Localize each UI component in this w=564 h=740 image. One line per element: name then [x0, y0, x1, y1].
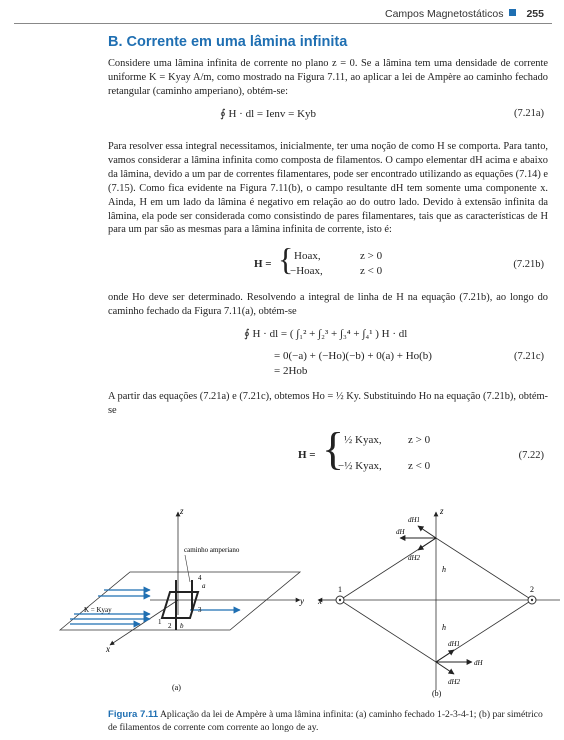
equation-7-22-lhs: H = — [298, 449, 316, 461]
label-b: b — [180, 622, 184, 630]
label-h-bottom: h — [442, 623, 446, 632]
label-dH1-top: dH1 — [408, 516, 421, 524]
field-vectors-bottom — [436, 650, 472, 674]
label-x-a: x — [106, 644, 110, 654]
label-h-top: h — [442, 565, 446, 574]
equation-7-21b-cond2: z < 0 — [360, 265, 383, 277]
equation-7-22-cond1: z > 0 — [408, 434, 431, 446]
brace-icon: { — [322, 423, 345, 474]
caption-text: Aplicação da lei de Ampère à uma lâmina infinita: (a) caminho fechado 1-2-3-4-1; (b) par simétrico de filamentos de corrente com corrente ao longo de ay. — [108, 709, 543, 733]
label-caminho-amperiano: caminho amperiano — [184, 546, 240, 554]
equation-ho: Ho = ½ Ky — [312, 391, 359, 402]
equation-number-7-21b: (7.21b) — [513, 259, 544, 270]
section-title: B. Corrente em uma lâmina infinita — [108, 34, 348, 50]
equation-7-21c-line1: ∮ H · dl = ( ∫₁² + ∫₂³ + ∫₃⁴ + ∫₄¹ ) H · dl — [244, 328, 408, 340]
label-a: a — [202, 582, 206, 590]
equation-7-21a: ∮ H · dl = Ienv = Kyb — [220, 108, 317, 120]
figure-caption — [108, 709, 554, 734]
label-y-a: y — [300, 596, 304, 606]
label-3-a: 3 — [198, 606, 202, 614]
paragraph-4b: . Substituindo Ho na equação (7.21b), obtém-se — [108, 391, 548, 416]
equation-number-7-21c: (7.21c) — [513, 351, 544, 362]
header-square-icon — [509, 9, 516, 16]
label-z-a: z — [180, 506, 184, 516]
label-dH2-top: dH2 — [408, 554, 421, 562]
equation-7-21b-lhs: H = — [254, 258, 272, 270]
caption-label: Figura 7.11 — [108, 709, 159, 720]
label-4-a: 4 — [198, 574, 202, 582]
figure-7-11 — [0, 500, 564, 700]
label-1-a: 1 — [158, 618, 162, 626]
equation-7-21c-line3: = 2Hob — [274, 365, 308, 377]
equation-7-22-row1: ½ Kyax, — [344, 434, 382, 446]
label-x-b: x — [318, 596, 322, 606]
running-header — [385, 8, 544, 20]
label-1-b: 1 — [338, 585, 342, 594]
label-K: K = Kyay — [84, 606, 112, 614]
figure-a — [60, 506, 304, 692]
label-2-b: 2 — [530, 585, 534, 594]
equation-7-21b-row2: −Hoax, — [290, 265, 323, 277]
label-dH1-bottom: dH1 — [448, 640, 461, 648]
panel-b-label: (b) — [432, 689, 442, 698]
panel-a-label: (a) — [172, 683, 181, 692]
paragraph-4a: A partir das equações (7.21a) e (7.21c), obtemos — [108, 391, 310, 402]
paragraph-3: onde Ho deve ser determinado. Resolvendo a integral de linha de H na equação (7.21b), ao longo do caminho fechado da Figura 7.11(a), obtém-se — [108, 292, 548, 317]
page-number: 255 — [526, 8, 544, 20]
equation-number-7-22: (7.22) — [518, 450, 544, 461]
header-rule — [14, 23, 552, 24]
equation-7-22-row2: −½ Kyax, — [338, 460, 382, 472]
label-dH-bottom: dH — [474, 659, 483, 667]
equation-7-21c-line2: = 0(−a) + (−Ho)(−b) + 0(a) + Ho(b) — [274, 350, 432, 362]
equation-7-22-cond2: z < 0 — [408, 460, 431, 472]
running-title: Campos Magnetostáticos — [384, 8, 504, 20]
paragraph-1: Considere uma lâmina infinita de corrente no plano z = 0. Se a lâmina tem uma densidade de corrente uniforme K = Kyay A/m, como mostrado na Figura 7.11, ao aplicar a lei de Ampère ao caminho fechado retangular (caminho amperiano), obtém-se: — [108, 58, 548, 97]
label-2-a: 2 — [168, 622, 172, 630]
label-dH-top: dH — [396, 528, 405, 536]
equation-number-7-21a: (7.21a) — [513, 108, 544, 119]
label-dH2-bottom: dH2 — [448, 678, 461, 686]
paragraph-2: Para resolver essa integral necessitamos, inicialmente, ter uma noção de como H se comporta. Para tanto, vamos considerar a lâmina infinita como composta de filamentos. O campo elementar dH acima e abaixo da lâmina, devido a um par de correntes filamentares, pode ser encontrado utilizando as equações (7.14) e (7.15). Como fica evidente na Figura 7.11(b), o campo resultante dH tem somente uma componente x. Ainda, H em um lado da lâmina é negativo em relação ao do outro lado. Devido à extensão infinita da lâmina, ela pode ser considerada como consistindo de pares filamentares, tais que as características de H para um par são as mesmas para a lâmina infinita de corrente, isto é: — [108, 141, 548, 236]
brace-icon: { — [278, 241, 294, 277]
paragraph-4 — [108, 390, 548, 418]
equation-7-21b-cond1: z > 0 — [360, 250, 383, 262]
figure-b — [317, 506, 560, 698]
equation-7-21b-row1: Hoax, — [294, 250, 321, 262]
field-vectors-top — [400, 526, 436, 550]
label-z-b: z — [440, 506, 444, 516]
